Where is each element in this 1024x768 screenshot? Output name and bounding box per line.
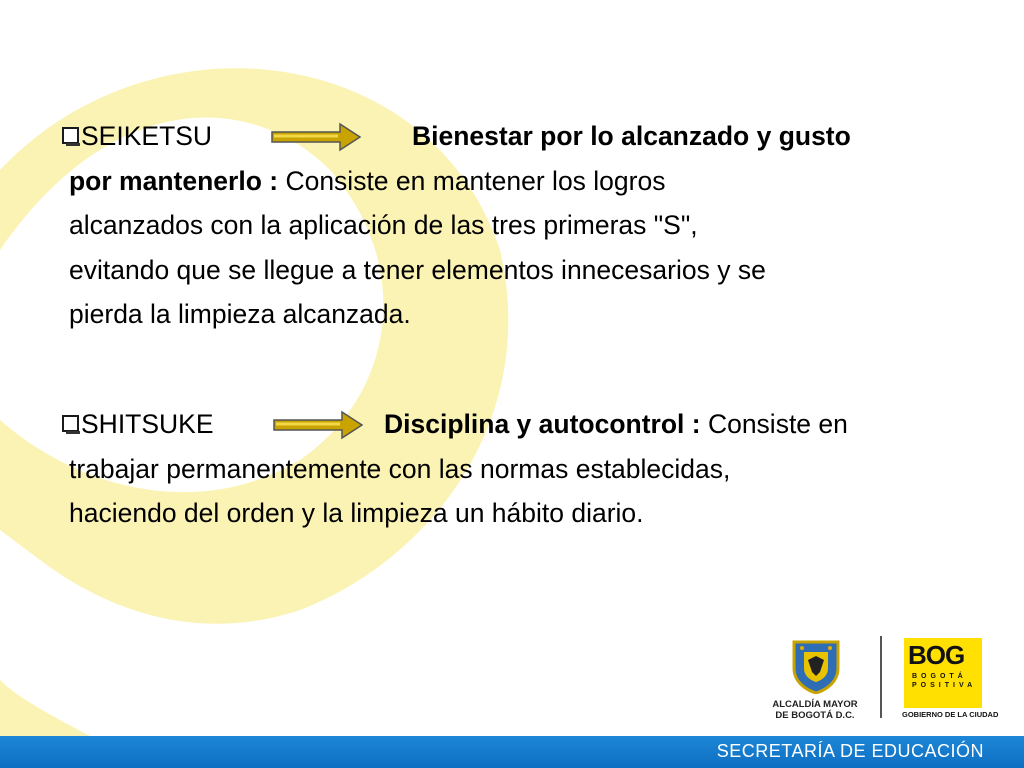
bullet-shitsuke <box>62 402 992 536</box>
bog-sub <box>912 672 976 690</box>
bogota-shield-icon <box>788 638 844 694</box>
bog-sub-line2: POSITIVA <box>912 682 977 689</box>
bullet-seiketsu <box>62 114 992 337</box>
bullet-shitsuke-line1 <box>62 402 992 447</box>
bog-word: BOG <box>908 640 965 670</box>
alcaldia-line1: ALCALDÍA MAYOR <box>772 699 858 710</box>
term-seiketsu: SEIKETSU <box>81 121 213 151</box>
heading-seiketsu-part1: Bienestar por lo alcanzado y gusto <box>412 121 851 151</box>
logo-area <box>760 636 999 726</box>
gobierno-label: GOBIERNO DE LA CIUDAD <box>902 710 999 719</box>
body-seiketsu-line1: Consiste en mantener los logros <box>278 165 666 196</box>
body-shitsuke-line2: trabajar permanentemente con las normas establecidas, <box>69 453 731 484</box>
bog-sub-line1: BOGOTÁ <box>912 673 967 680</box>
alcaldia-label <box>760 699 870 721</box>
body-shitsuke-line3: haciendo del orden y la limpieza un hábito diario. <box>69 498 644 528</box>
heading-seiketsu-part2: por mantenerlo : <box>69 165 279 196</box>
alcaldia-line2: DE BOGOTÁ D.C. <box>775 710 855 721</box>
heading-shitsuke: Disciplina y autocontrol : <box>384 409 701 439</box>
bullet-seiketsu-line2 <box>62 159 992 204</box>
body-seiketsu-line3: evitando que se llegue a tener elementos innecesarios y se <box>69 254 766 285</box>
footer-bar <box>0 736 1024 768</box>
term-shitsuke: SHITSUKE <box>81 409 214 439</box>
logo-divider <box>880 636 882 718</box>
arrow-right-icon <box>270 122 362 152</box>
body-seiketsu-line2: alcanzados con la aplicación de las tres primeras "S", <box>69 210 698 240</box>
footer-label: SECRETARÍA DE EDUCACIÓN <box>716 741 984 761</box>
arrow-right-icon <box>272 410 364 440</box>
checkbox-bullet-icon <box>62 127 81 146</box>
body-shitsuke-line1: Consiste en <box>700 409 848 439</box>
bog-logo <box>904 638 982 708</box>
bullet-shitsuke-heading-wrap <box>384 402 848 447</box>
checkbox-bullet-icon <box>62 415 81 434</box>
bullet-seiketsu-line1 <box>62 114 992 159</box>
body-seiketsu-line4: pierda la limpieza alcanzada. <box>69 299 411 329</box>
